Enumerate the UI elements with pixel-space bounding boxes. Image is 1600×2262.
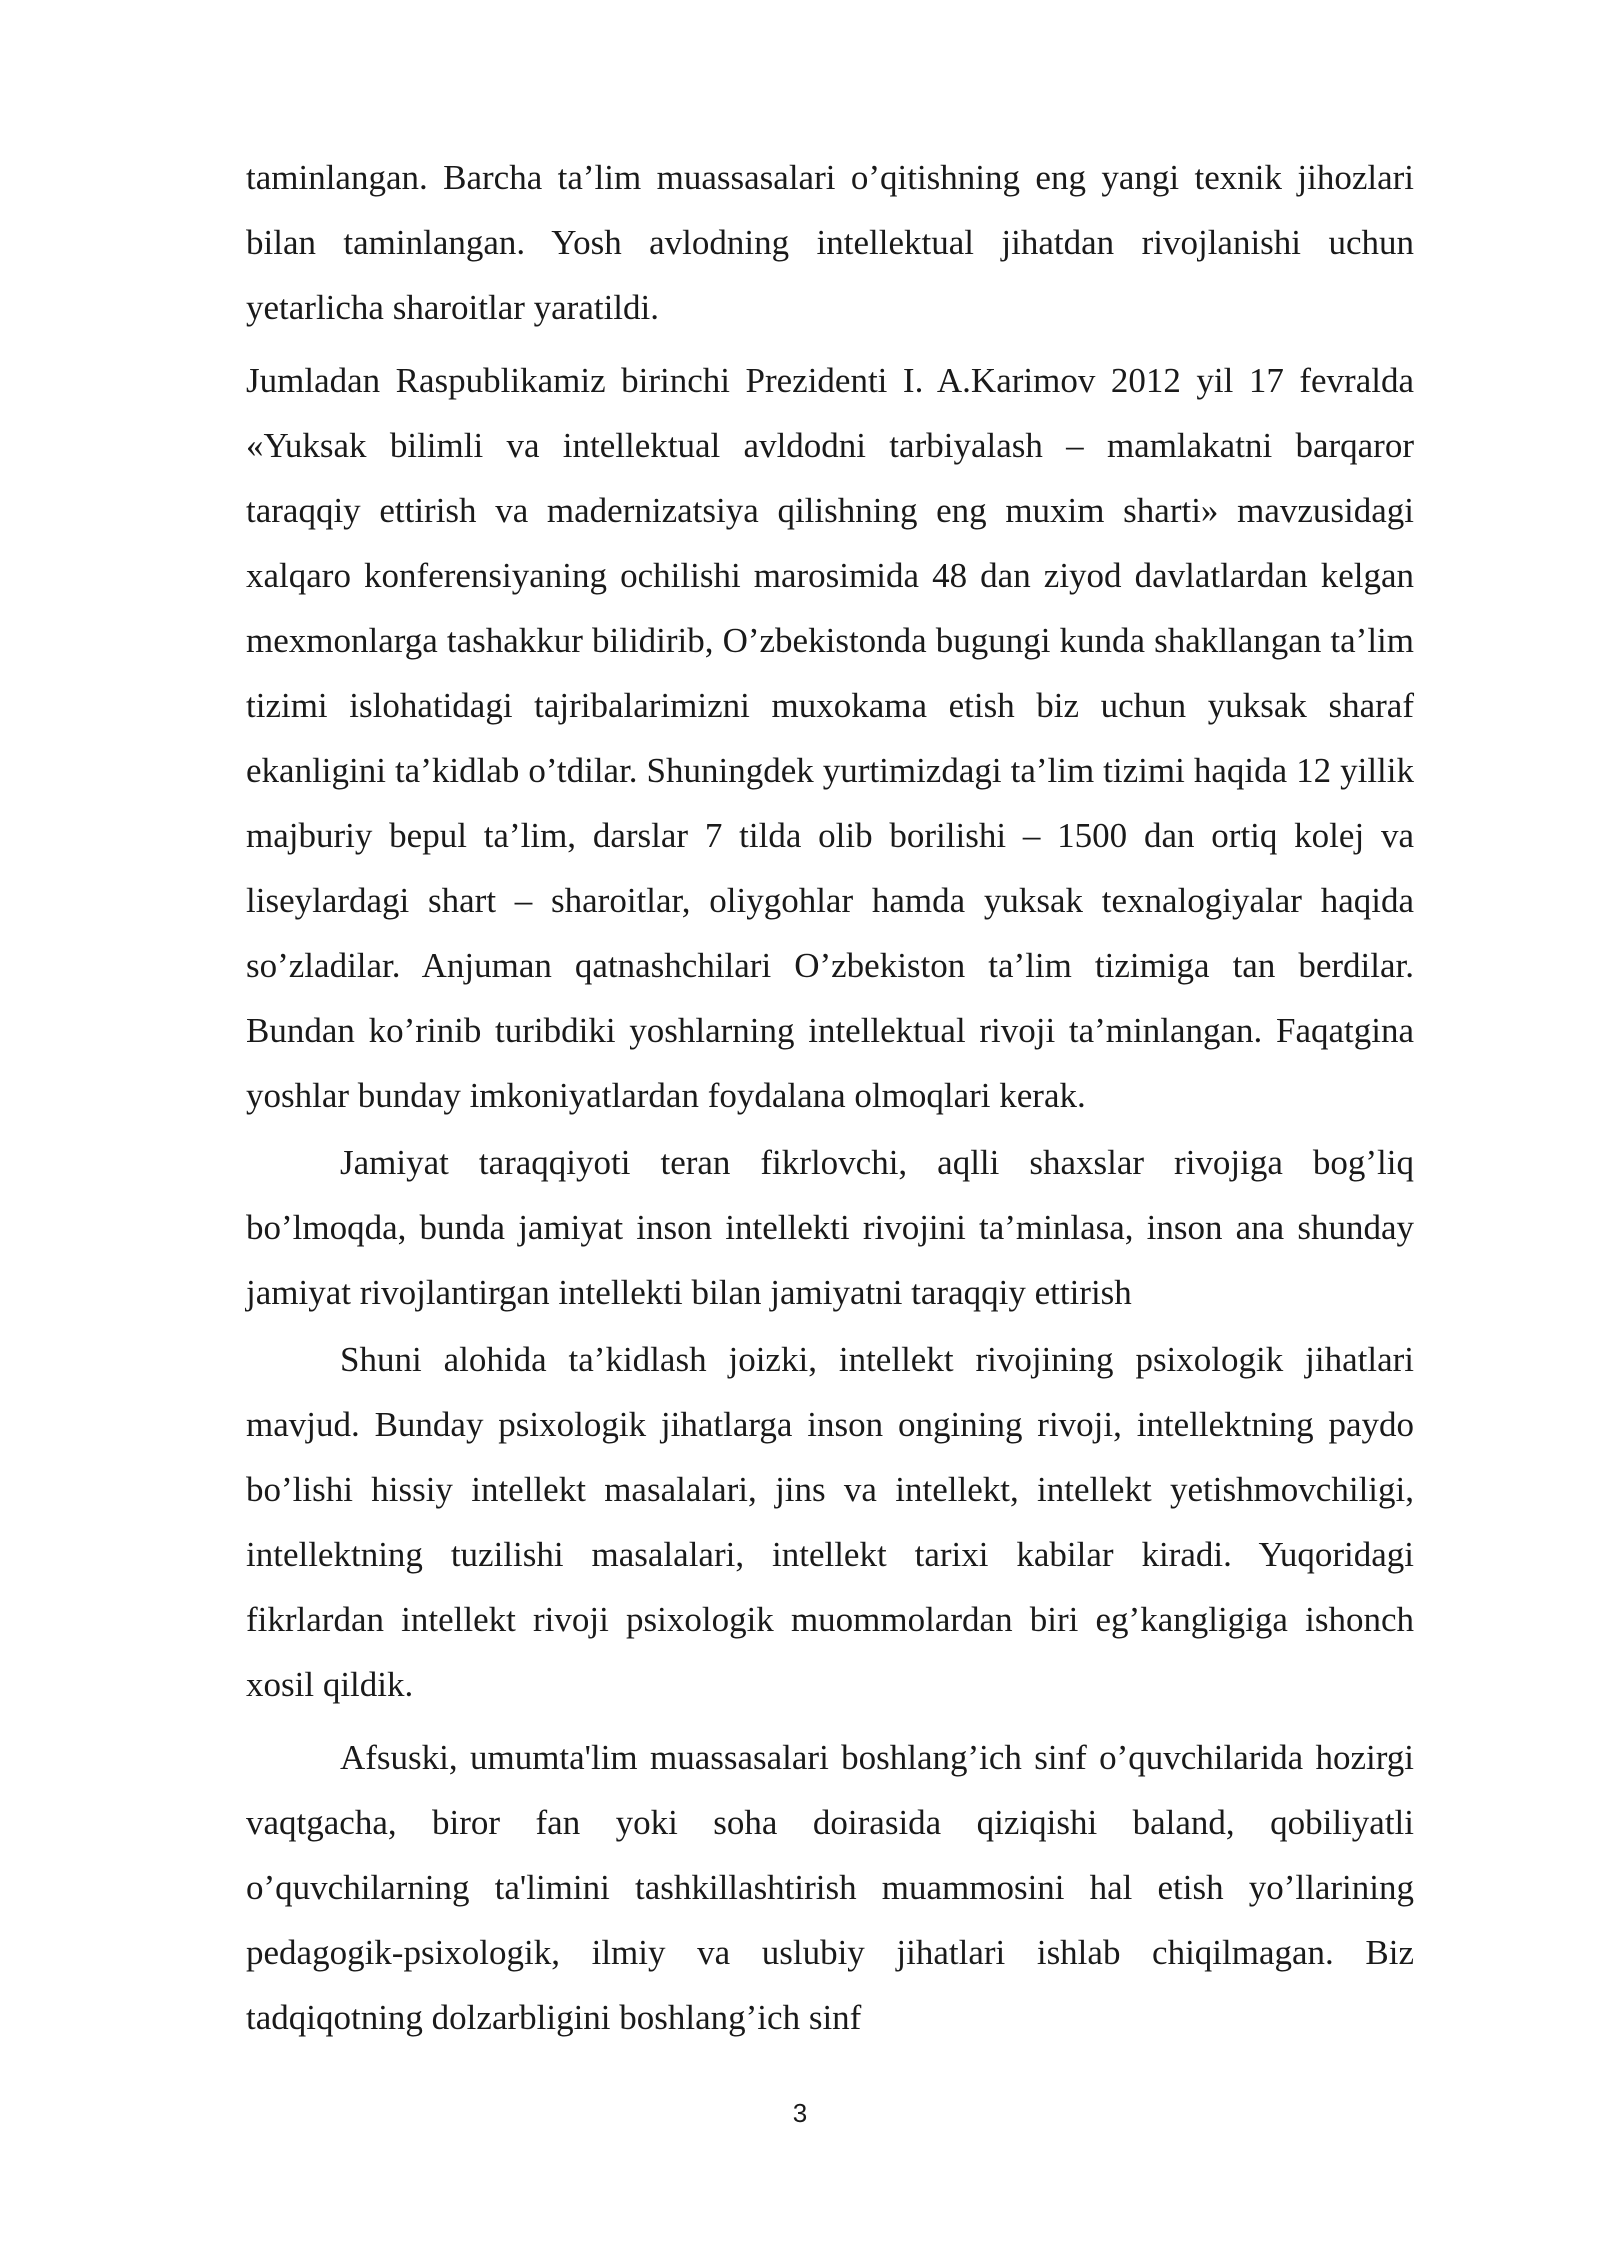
paragraph-5: Afsuski, umumta'lim muassasalari boshlang’ich sinf o’quvchilarida hozirgi vaqtgacha, biror fan yoki soha doirasida qiziqishi baland, qobiliyatli o’quvchilarning ta'limini tashkillashtirish muammosini hal etish yo’llarining pedagogik-psixologik, ilmiy va uslubiy jihatlari ishlab chiqilmagan. Biz tadqiqotning dolzarbligini boshlang’ich sinf (246, 1738, 1414, 2037)
document-body (246, 145, 1414, 2050)
paragraph-1: taminlangan. Barcha ta’lim muassasalari o’qitishning eng yangi texnik jihozlari bilan taminlangan. Yosh avlodning intellektual jihatdan rivojlanishi uchun yetarlicha sharoitlar yaratildi. (246, 158, 1414, 327)
paragraph-2: Jumladan Raspublikamiz birinchi Prezidenti I. A.Karimov 2012 yil 17 fevralda «Yuksak bilimli va intellektual avldodni tarbiyalash – mamlakatni barqaror taraqqiy ettirish va madernizatsiya qilishning eng muxim sharti» mavzusidagi xalqaro konferensiyaning ochilishi marosimida 48 dan ziyod davlatlardan kelgan mexmonlarga tashakkur bilidirib, O’zbekistonda bugungi kunda shakllangan ta’lim tizimi islohatidagi tajribalarimizni muxokama etish biz uchun yuksak sharaf ekanligini ta’kidlab o’tdilar. Shuningdek yurtimizdagi ta’lim tizimi haqida 12 yillik majburiy bepul ta’lim, darslar 7 tilda olib borilishi – 1500 dan ortiq kolej va liseylardagi shart – sharoitlar, oliygohlar hamda yuksak texnalogiyalar haqida so’zladilar. Anjuman qatnashchilari O’zbekiston ta’lim tizimiga tan berdilar. Bundan ko’rinib turibdiki yoshlarning intellektual rivoji ta’minlangan. Faqatgina yoshlar bunday imkoniyatlardan foydalana olmoqlari kerak. (246, 361, 1414, 1115)
paragraph-3: Jamiyat taraqqiyoti teran fikrlovchi, aqlli shaxslar rivojiga bog’liq bo’lmoqda, bunda jamiyat inson intellekti rivojini ta’minlasa, inson ana shunday jamiyat rivojlantirgan intellekti bilan jamiyatni taraqqiy ettirish (246, 1143, 1414, 1312)
paragraph-4: Shuni alohida ta’kidlash joizki, intellekt rivojining psixologik jihatlari mavjud. Bunday psixologik jihatlarga inson ongining rivoji, intellektning paydo bo’lishi hissiy intellekt masalalari, jins va intellekt, intellekt yetishmovchiligi, intellektning tuzilishi masalalari, intellekt tarixi kabilar kiradi. Yuqoridagi fikrlardan intellekt rivoji psixologik muommolardan biri eg’kangligiga ishonch xosil qildik. (246, 1340, 1414, 1704)
page-number: 3 (792, 2098, 808, 2128)
